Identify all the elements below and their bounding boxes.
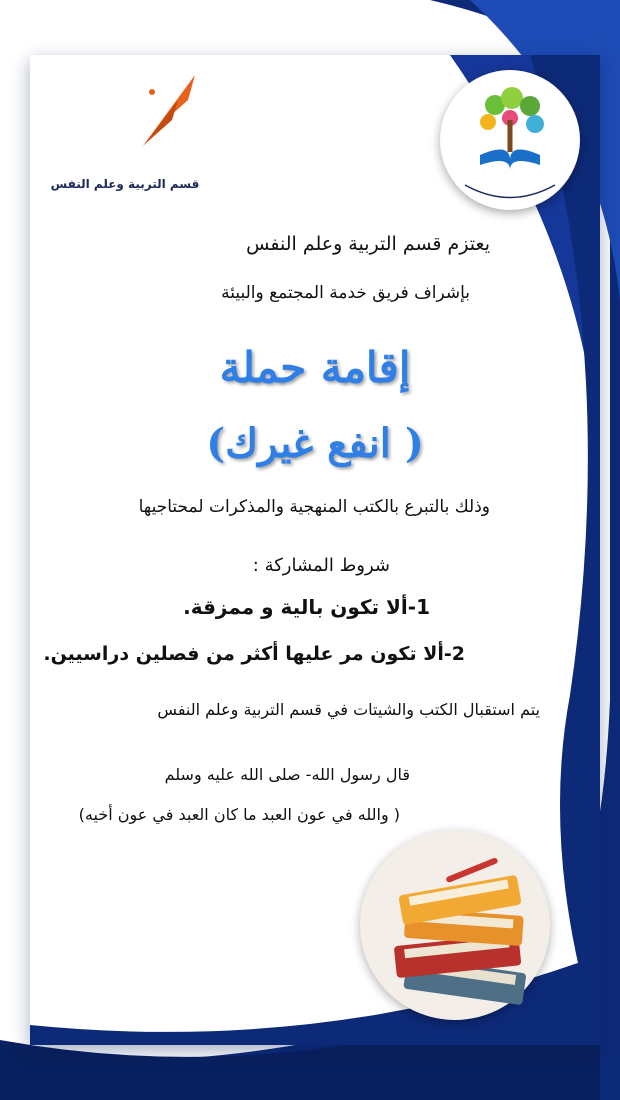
books-stack-illustration [360, 830, 550, 1020]
hadith-intro: قال رسول الله- صلى الله عليه وسلم [164, 765, 410, 784]
supervision-line: بإشراف فريق خدمة المجتمع والبيئة [221, 283, 470, 303]
intro-line: يعتزم قسم التربية وعلم النفس [246, 233, 490, 255]
conditions-title: شروط المشاركة : [252, 555, 390, 576]
campaign-name: ( انفع غيرك) [206, 420, 424, 467]
description: وذلك بالتبرع بالكتب المنهجية والمذكرات لمحتاجيها [138, 497, 490, 517]
poster-card [30, 55, 600, 1045]
team-logo [440, 70, 580, 210]
books-icon [360, 830, 550, 1020]
condition-item: 1-ألا تكون بالية و ممزقة. [183, 595, 430, 619]
hadith-text: ( والله في عون العبد ما كان العبد في عون أخيه) [78, 805, 400, 824]
headline: إقامة حملة [219, 343, 411, 392]
receiving-note: يتم استقبال الكتب والشيتات في قسم التربية وعلم النفس [157, 700, 540, 719]
condition-item: 2-ألا تكون مر عليها أكثر من فصلين دراسيين. [43, 643, 465, 665]
department-logo [60, 70, 200, 220]
tree-book-icon [440, 70, 580, 210]
department-logo-caption: قسم التربية وعلم النفس [50, 177, 200, 191]
